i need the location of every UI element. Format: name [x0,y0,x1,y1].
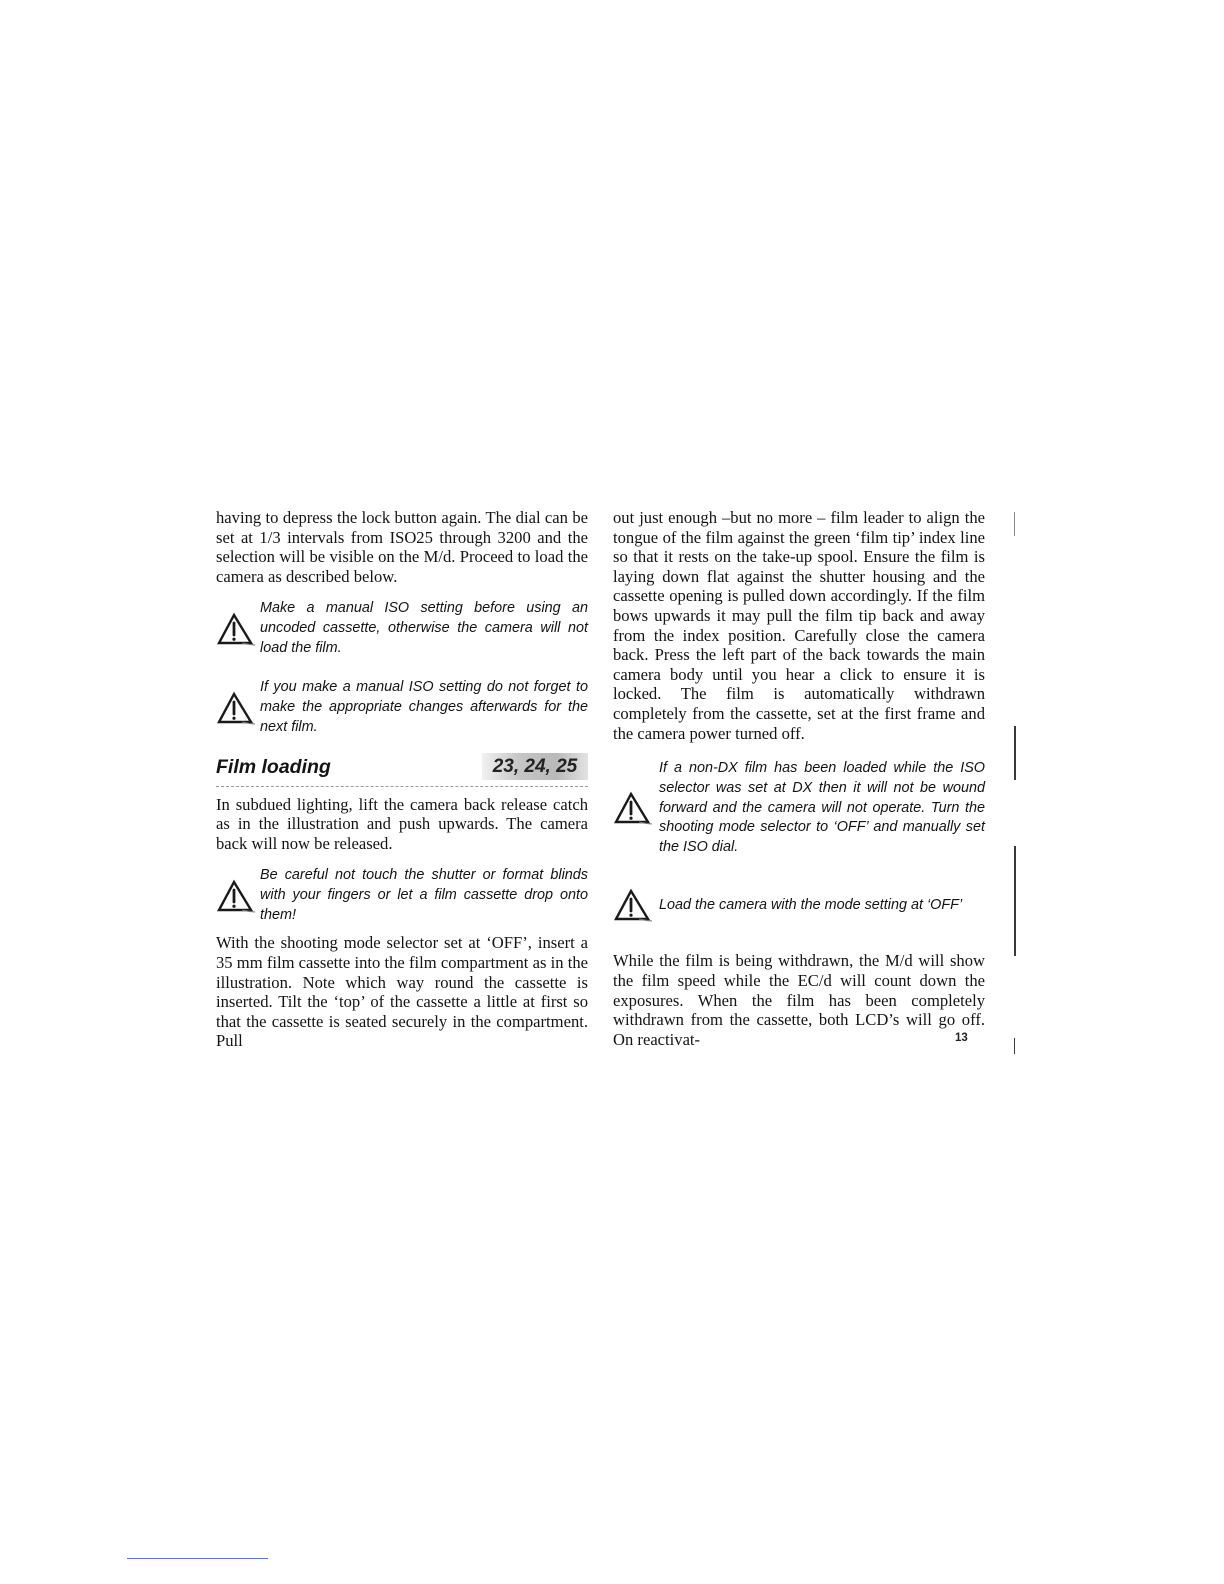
warning-triangle-icon [216,691,256,725]
scan-edge-mark [1014,1038,1015,1054]
illustration-reference: 23, 24, 25 [482,753,588,780]
warning-note-text: Load the camera with the mode setting at ‘OFF’ [659,896,963,913]
warning-note-text: Make a manual ISO setting before using an uncoded cassette, otherwise the camera will not load the film. [260,600,588,656]
warning-triangle-icon [613,888,653,922]
warning-note-text: Be careful not touch the shutter or format blinds with your fingers or let a film cassette drop onto them! [260,867,588,923]
warning-note [216,866,588,925]
warning-note [216,599,588,658]
paragraph: having to depress the lock button again. The dial can be set at 1/3 intervals from ISO25 through 3200 and the selection will be visible on the M/d. Proceed to load the camera as described below. [216,508,588,586]
warning-triangle-icon [613,791,653,825]
page-number: 13 [955,1032,968,1044]
warning-triangle-icon [216,879,256,913]
warning-triangle-icon [216,612,256,646]
warning-note-text: If you make a manual ISO setting do not forget to make the appropriate changes afterwards for the next film. [260,679,588,735]
paragraph: With the shooting mode selector set at ‘OFF’, insert a 35 mm film cassette into the film compartment as in the illustration. Note which way round the cassette is inserted. Tilt the ‘top’ of the cassette a little at first so that the cassette is seated securely in the compartment. Pull [216,933,588,1051]
warning-note [216,678,588,737]
warning-note-text: If a non-DX film has been loaded while the ISO selector was set at DX then it will not be wound forward and the camera will not operate. Turn the shooting mode selector to ‘OFF’ and manually set the ISO dial. [659,760,985,855]
scan-edge-mark [1014,512,1015,536]
section-title: Film loading [216,755,331,778]
scan-edge-mark [1014,846,1016,956]
paragraph: out just enough –but no more – film leader to align the tongue of the film against the green ‘film tip’ index line so that it rests on the take-up spool. Ensure the film is laying down flat against the shutter housing and the cassette opening is pulled down accordingly. If the film bows upwards it may pull the film tip back and away from the index position. Carefully close the camera back. Press the left part of the back towards the main camera body until you hear a click to ensure it is locked. The film is automatically withdrawn completely from the cassette, set at the first frame and the camera power turned off. [613,508,985,743]
scan-edge-mark [1014,726,1016,780]
left-column [216,508,588,1051]
paragraph: While the film is being withdrawn, the M/d will show the film speed while the EC/d will count down the exposures. When the film has been completely withdrawn from the cassette, both LCD’s will go off. On reactivat- [613,951,985,1049]
warning-note [613,896,985,916]
paragraph: In subdued lighting, lift the camera back release catch as in the illustration and push upwards. The camera back will now be released. [216,794,588,853]
section-heading [216,752,588,787]
warning-note [613,759,985,858]
right-column [613,508,985,1049]
footer-rule [127,1558,268,1559]
